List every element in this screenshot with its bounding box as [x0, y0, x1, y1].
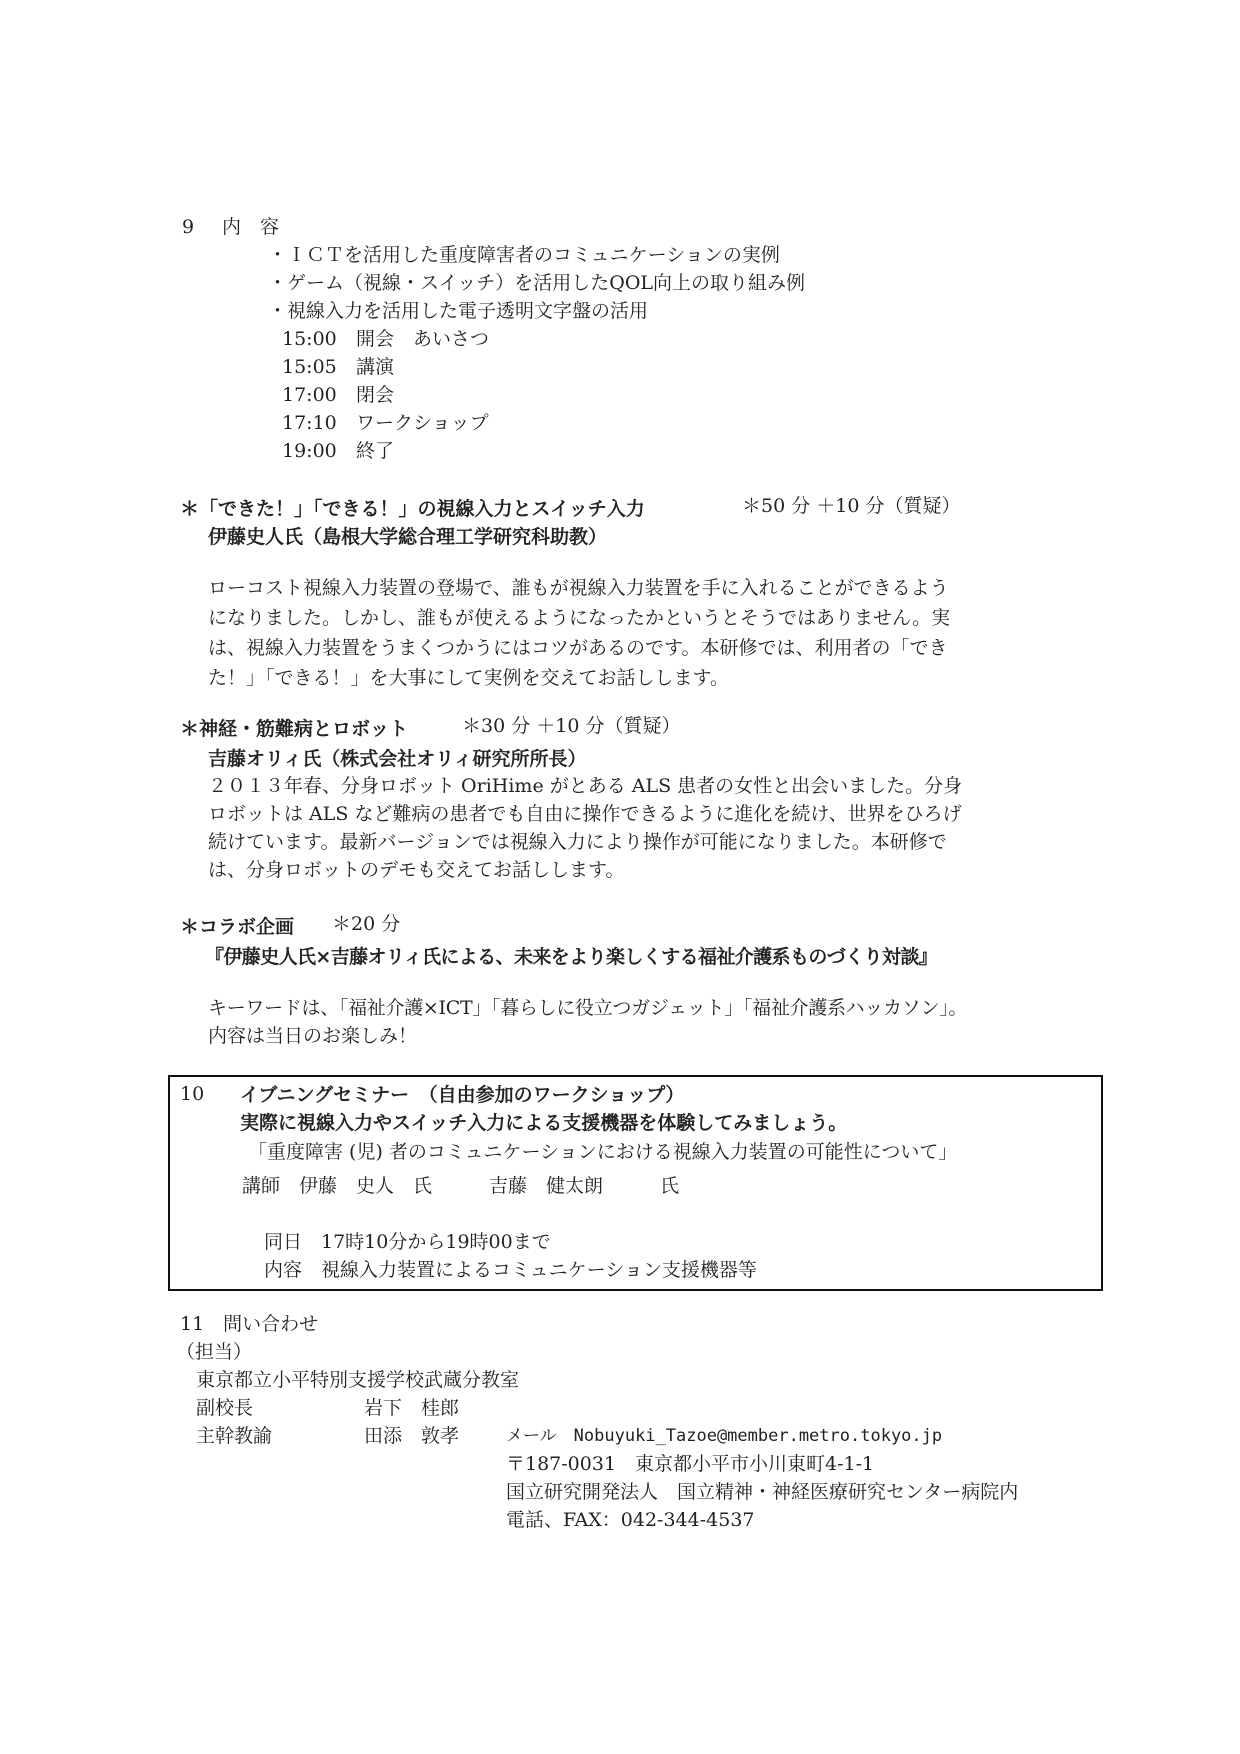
talk2-body-line: は、分身ロボットのデモも交えてお話しします。 — [208, 859, 625, 881]
talk2-title: ＊神経・筋難病とロボット — [180, 718, 409, 740]
seminar-date: 同日 17時10分から19時00まで — [264, 1231, 551, 1253]
collab-subtitle: 『伊藤史人氏×吉藤オリィ氏による、未来をより楽しくする福祉介護系ものづくり対談』 — [205, 946, 938, 968]
seminar-theme: 「重度障害 (児) 者のコミュニケーションにおける視線入力装置の可能性について」 — [248, 1141, 958, 1163]
collab-body-line: キーワードは、「福祉介護×ICT」「暮らしに役立つガジェット」「福祉介護系ハッカソン」。 — [208, 997, 968, 1019]
talk1-duration: ＊50 分 ＋10 分（質疑） — [742, 495, 961, 517]
collab-body-line: 内容は当日のお楽しみ！ — [208, 1025, 418, 1047]
section-9-number: 9 — [182, 216, 195, 238]
talk1-body-line: ローコスト視線入力装置の登場で、誰もが視線入力装置を手に入れることができるよう — [208, 577, 949, 599]
talk1-body-line: は、視線入力装置をうまくつかうにはコツがあるのです。本研修では、利用者の「でき — [208, 637, 948, 659]
content-bullet: ・ゲーム（視線・スイッチ）を活用したQOL向上の取り組み例 — [268, 272, 806, 294]
contact-phone: 電話、FAX：042-344-4537 — [506, 1509, 755, 1531]
section-10-number: 10 — [180, 1083, 205, 1105]
talk1-speaker: 伊藤史人氏（島根大学総合理工学研究科助教） — [208, 526, 608, 548]
content-bullet: ・ＩＣＴを活用した重度障害者のコミュニケーションの実例 — [268, 244, 780, 266]
vice-principal-name: 岩下 桂郎 — [364, 1397, 460, 1419]
vice-principal-role: 副校長 — [196, 1397, 254, 1419]
section-9-heading: 内 容 — [222, 216, 280, 238]
talk2-duration: ＊30 分 ＋10 分（質疑） — [462, 715, 681, 737]
schedule-time: 15:05 — [282, 356, 337, 378]
talk2-speaker: 吉藤オリィ氏（株式会社オリィ研究所所長） — [208, 748, 587, 770]
contact-charge: （担当） — [176, 1341, 253, 1363]
contact-school: 東京都立小平特別支援学校武蔵分教室 — [196, 1369, 520, 1391]
schedule-time: 15:00 — [282, 328, 337, 350]
contact-email[interactable]: メール Nobuyuki_Tazoe@member.metro.tokyo.jp — [506, 1426, 943, 1446]
seminar-lecturers: 講師 伊藤 史人 氏 吉藤 健太朗 氏 — [242, 1175, 680, 1197]
schedule-time: 17:10 — [282, 412, 337, 434]
seminar-content: 内容 視線入力装置によるコミュニケーション支援機器等 — [264, 1259, 757, 1281]
lead-teacher-role: 主幹教諭 — [196, 1425, 273, 1447]
content-bullet: ・視線入力を活用した電子透明文字盤の活用 — [268, 300, 649, 322]
talk2-body-line: ２０１３年春、分身ロボット OriHime がとある ALS 患者の女性と出会いました。分身 — [208, 775, 963, 797]
talk1-body-line: になりました。しかし、誰もが使えるようになったかというとそうではありません。実 — [208, 607, 951, 629]
section-11-heading: 11 問い合わせ — [180, 1313, 319, 1335]
contact-organization: 国立研究開発法人 国立精神・神経医療研究センター病院内 — [506, 1481, 1019, 1503]
talk1-title: ＊「できた！」「できる！」の視線入力とスイッチ入力 — [180, 498, 645, 520]
section-10-title: イブニングセミナー （自由参加のワークショップ） — [240, 1084, 685, 1106]
talk2-body-line: ロボットは ALS など難病の患者でも自由に操作できるように進化を続け、世界をひろげ — [208, 803, 962, 825]
collab-duration: ＊20 分 — [332, 913, 401, 935]
schedule-label: 開会 あいさつ — [356, 328, 490, 350]
schedule-label: 講演 — [356, 356, 395, 378]
collab-title: ＊コラボ企画 — [180, 916, 295, 938]
schedule-label: 終了 — [356, 440, 395, 462]
lead-teacher-name: 田添 敦孝 — [364, 1425, 460, 1447]
contact-address: 〒187-0031 東京都小平市小川東町4-1-1 — [506, 1453, 875, 1475]
talk1-body-line: た！」「できる！」を大事にして実例を交えてお話しします。 — [208, 667, 729, 689]
talk2-body-line: 続けています。最新バージョンでは視線入力により操作が可能になりました。本研修で — [208, 831, 947, 853]
schedule-time: 19:00 — [282, 440, 337, 462]
schedule-time: 17:00 — [282, 384, 337, 406]
schedule-label: 閉会 — [356, 384, 395, 406]
schedule-label: ワークショップ — [356, 412, 489, 434]
section-10-subtitle: 実際に視線入力やスイッチ入力による支援機器を体験してみましょう。 — [240, 1112, 848, 1134]
